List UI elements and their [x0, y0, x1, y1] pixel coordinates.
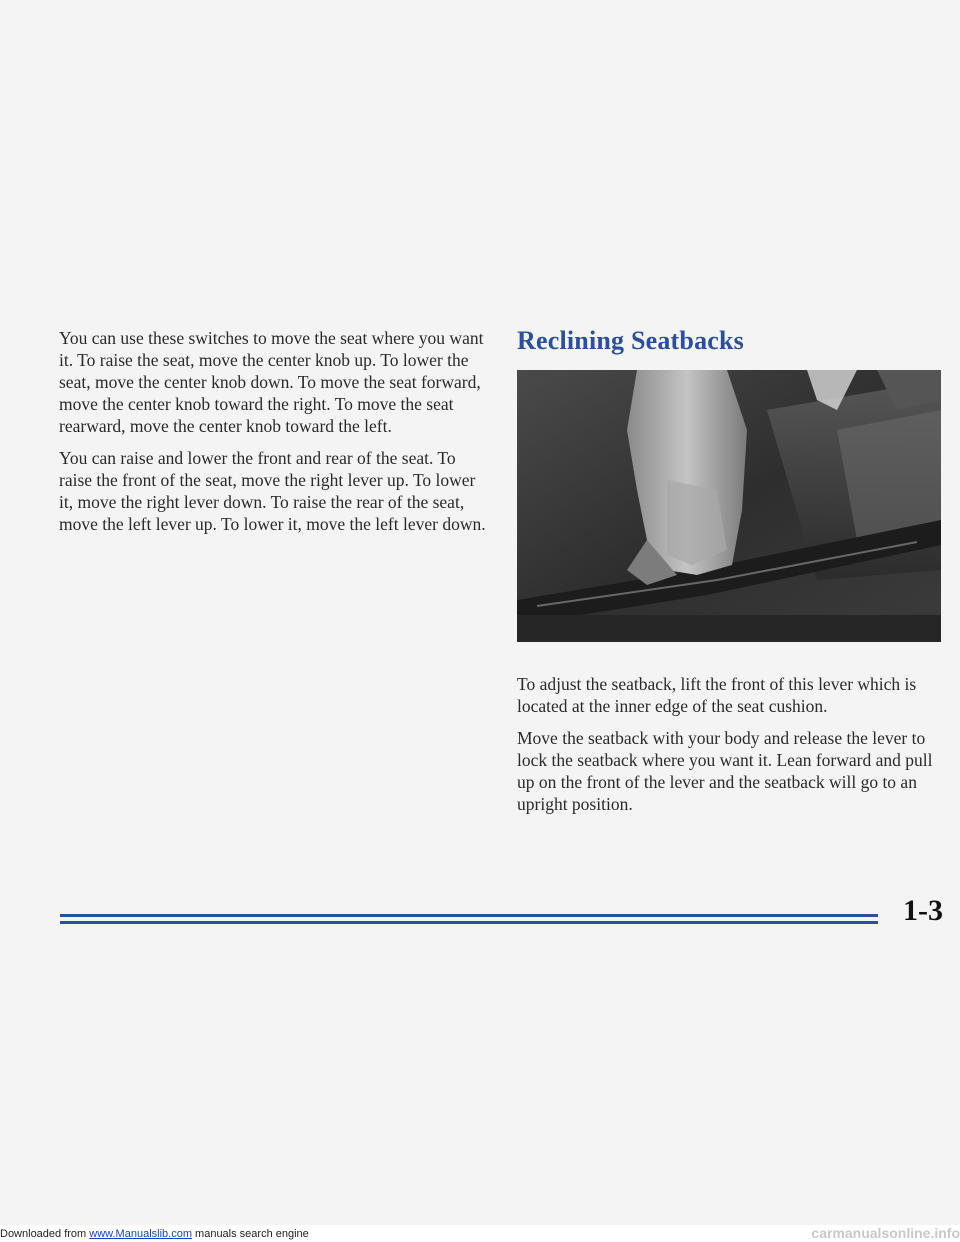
watermark: carmanualsonline.info	[811, 1225, 960, 1241]
manualslib-link[interactable]: www.Manualslib.com	[89, 1228, 192, 1240]
download-footer	[0, 1226, 309, 1242]
photo-illustration	[517, 370, 941, 642]
footer-prefix: Downloaded from	[0, 1228, 90, 1240]
right-column-body	[517, 673, 937, 825]
seatback-lever-photo-icon	[517, 370, 941, 642]
rule-line	[60, 921, 878, 924]
left-column	[59, 327, 489, 545]
right-column-header	[517, 325, 937, 357]
footer-suffix: manuals search engine	[191, 1228, 309, 1240]
body-paragraph: Move the seatback with your body and release the lever to lock the seatback where you want it. Lean forward and pull up on the front of the lever and the seatback will go to an upright position.	[517, 728, 933, 814]
footer-rule	[0, 902, 960, 942]
section-heading: Reclining Seatbacks	[517, 326, 744, 355]
rule-line	[60, 914, 878, 917]
body-paragraph: You can use these switches to move the seat where you want it. To raise the seat, move the center knob up. To lower the seat, move the center knob down. To move the seat forward, move the center knob toward the right. To move the seat rearward, move the center knob toward the left.	[59, 328, 484, 436]
body-paragraph: To adjust the seatback, lift the front of this lever which is located at the inner edge of the seat cushion.	[517, 674, 917, 716]
body-paragraph: You can raise and lower the front and rear of the seat. To raise the front of the seat, move the right lever up. To lower it, move the right lever down. To raise the rear of the seat, move the left lever up. To lower it, move the left lever down.	[59, 448, 486, 534]
page-number: 1-3	[903, 894, 943, 927]
